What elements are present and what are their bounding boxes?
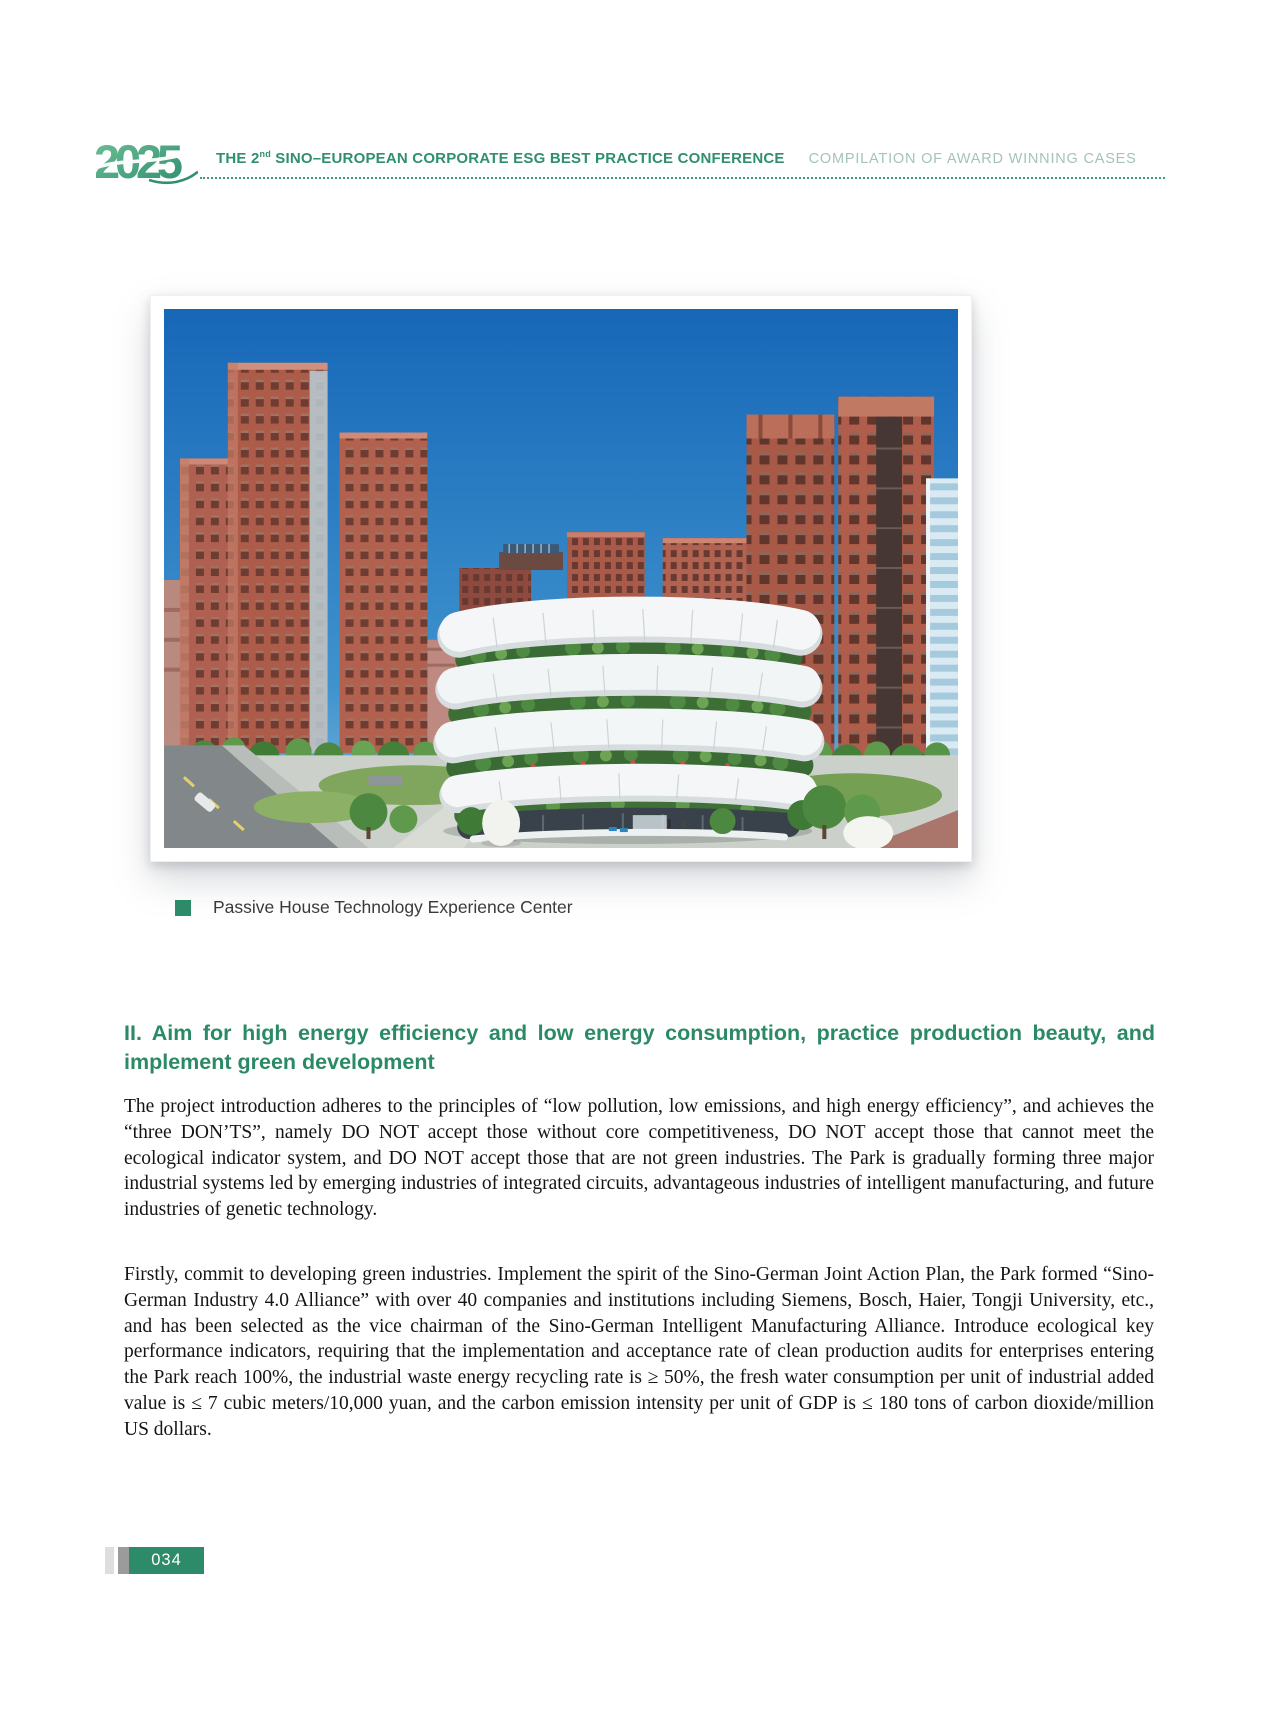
photo-caption [175, 897, 573, 918]
paragraph-2: Firstly, commit to developing green industries. Implement the spirit of the Sino-German Joint Action Plan, the Park formed “Sino-German Industry 4.0 Alliance” with over 40 companies and institutions including Siemens, Bosch, Haier, Tongji University, etc., and has been selected as the vice chairman of the Sino-German Intelligent Manufacturing Alliance. Introduce ecological key performance indicators, requiring that the implementation and acceptance rate of clean production audits for enterprises entering the Park reach 100%, the industrial waste energy recycling rate is ≥ 50%, the fresh water consumption per unit of industrial added value is ≤ 7 cubic meters/10,000 yuan, and the carbon emission intensity per unit of GDP is ≤ 180 tons of carbon dioxide/million US dollars. [124, 1264, 1154, 1440]
compilation-subtitle: COMPILATION OF AWARD WINNING CASES [808, 151, 1137, 167]
logo-year-text: 2025 [96, 135, 178, 188]
footer-bar-light [105, 1547, 114, 1574]
page-footer [105, 1547, 305, 1574]
footer-bar-dark [118, 1547, 129, 1574]
conference-2025-logo [96, 133, 198, 189]
conference-title: THE 2nd SINO–EUROPEAN CORPORATE ESG BEST PRACTICE CONFERENCE [216, 149, 785, 167]
glass-tower [926, 478, 958, 762]
paragraph-1: The project introduction adheres to the principles of “low pollution, low emissions, and high energy efficiency”, and achieves the “three DON’TS”, namely DO NOT accept those without core competitiveness, DO NOT accept those that cannot meet the ecological indicator system, and DO NOT accept those that are not green industries. The Park is gradually forming three major industrial systems led by emerging industries of integrated circuits, advantageous industries of intelligent manufacturing, and future industries of genetic technology. [124, 1096, 1154, 1221]
section-heading: II. Aim for high energy efficiency and low energy consumption, practice production beauty, and implement green development [124, 1021, 1155, 1074]
photo-passive-house-center [164, 309, 958, 848]
egg-sculpture [482, 800, 520, 846]
header-divider [200, 177, 1165, 179]
title-superscript: nd [259, 149, 271, 159]
caption-bullet-icon [175, 900, 191, 916]
page-number: 034 [129, 1547, 204, 1574]
caption-text: Passive House Technology Experience Center [213, 897, 573, 917]
page-header [216, 149, 1137, 168]
photo-frame [150, 295, 972, 862]
